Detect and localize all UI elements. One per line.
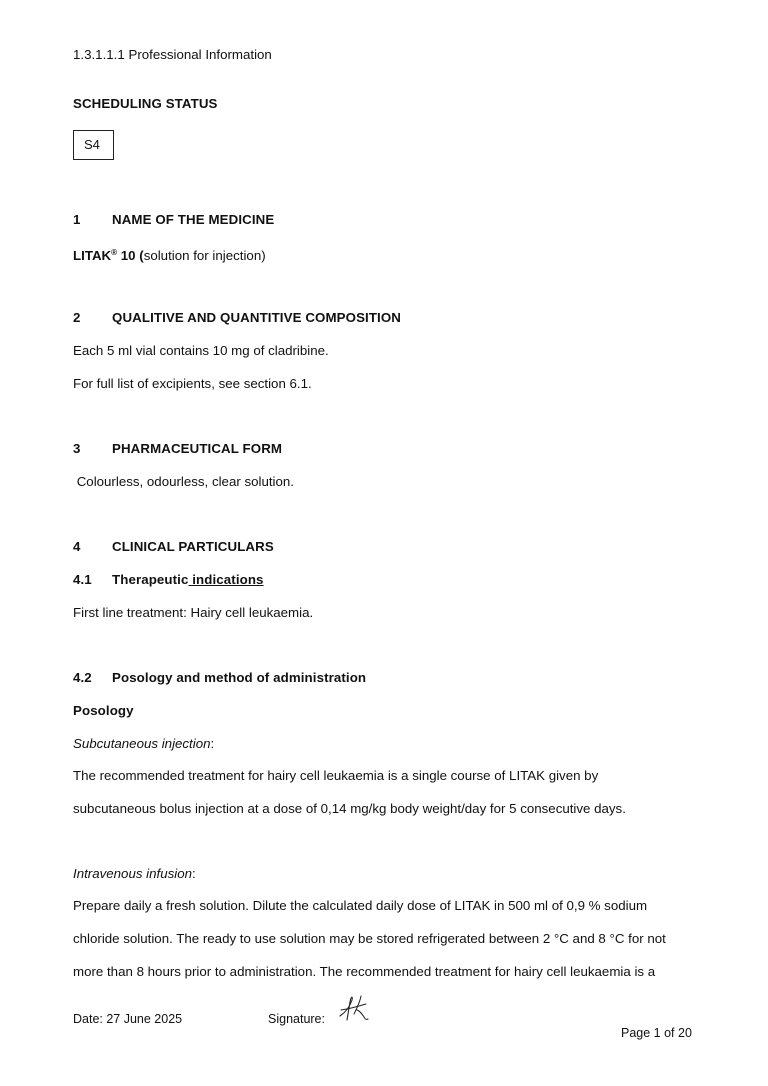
colon: : [210, 736, 215, 751]
section-4-1-heading [73, 572, 264, 587]
section-3-heading [73, 441, 282, 456]
section-title: NAME OF THE MEDICINE [112, 212, 275, 227]
section-number: 2 [73, 310, 81, 325]
section-title: QUALITIVE AND QUANTITIVE COMPOSITION [112, 310, 401, 325]
intravenous-line-2: chloride solution. The ready to use solution may be stored refrigerated between 2 °C and 8 °C for not [73, 931, 666, 946]
subcutaneous-line-2: subcutaneous bolus injection at a dose of 0,14 mg/kg body weight/day for 5 consecutive days. [73, 801, 626, 816]
scheduling-status-box [73, 130, 114, 160]
scheduling-status-value: S4 [84, 137, 100, 152]
pharmaceutical-form-line: Colourless, odourless, clear solution. [73, 474, 294, 489]
section-1-heading [73, 212, 274, 227]
section-title: CLINICAL PARTICULARS [112, 539, 274, 554]
excipients-line: For full list of excipients, see section 6.1. [73, 376, 312, 391]
registered-mark: ® [111, 248, 118, 257]
footer-page-number: Page 1 of 20 [621, 1026, 692, 1040]
posology-subheading: Posology [73, 703, 134, 718]
subcutaneous-title: Subcutaneous injection [73, 736, 211, 751]
section-number: 4 [73, 539, 81, 554]
section-number: 1 [73, 212, 81, 227]
section-4-heading [73, 539, 274, 554]
indication-line: First line treatment: Hairy cell leukaemia. [73, 605, 314, 620]
intravenous-heading [73, 866, 196, 882]
composition-line: Each 5 ml vial contains 10 mg of cladribine. [73, 343, 329, 358]
brand-strength: 10 ( [117, 248, 144, 263]
colon: : [192, 866, 196, 881]
footer-date: Date: 27 June 2025 [73, 1012, 183, 1026]
section-title: Therapeutic [112, 572, 189, 587]
subcutaneous-heading [73, 736, 214, 752]
section-4-2-heading [73, 670, 366, 685]
scheduling-status-heading: SCHEDULING STATUS [73, 96, 218, 111]
section-reference: 1.3.1.1.1 Professional Information [73, 47, 272, 62]
section-number: 4.1 [73, 572, 92, 587]
signature-mark [336, 990, 372, 1026]
subcutaneous-line-1: The recommended treatment for hairy cell leukaemia is a single course of LITAK given by [73, 768, 599, 783]
section-title-cont: indications [188, 572, 264, 587]
section-title: PHARMACEUTICAL FORM [112, 441, 283, 456]
intravenous-line-3: more than 8 hours prior to administration. The recommended treatment for hairy cell leukaemia is a [73, 964, 656, 979]
dosage-form: solution for injection) [143, 248, 266, 263]
intravenous-line-1: Prepare daily a fresh solution. Dilute the calculated daily dose of LITAK in 500 ml of 0,9 % sodium [73, 898, 648, 913]
section-number: 4.2 [73, 670, 92, 685]
brand-name: LITAK [73, 248, 112, 263]
footer-signature-label: Signature: [268, 1012, 325, 1026]
section-2-heading [73, 310, 401, 325]
section-number: 3 [73, 441, 81, 456]
medicine-name [73, 245, 266, 264]
section-title: Posology and method of administration [112, 670, 367, 685]
intravenous-title: Intravenous infusion [73, 866, 193, 881]
